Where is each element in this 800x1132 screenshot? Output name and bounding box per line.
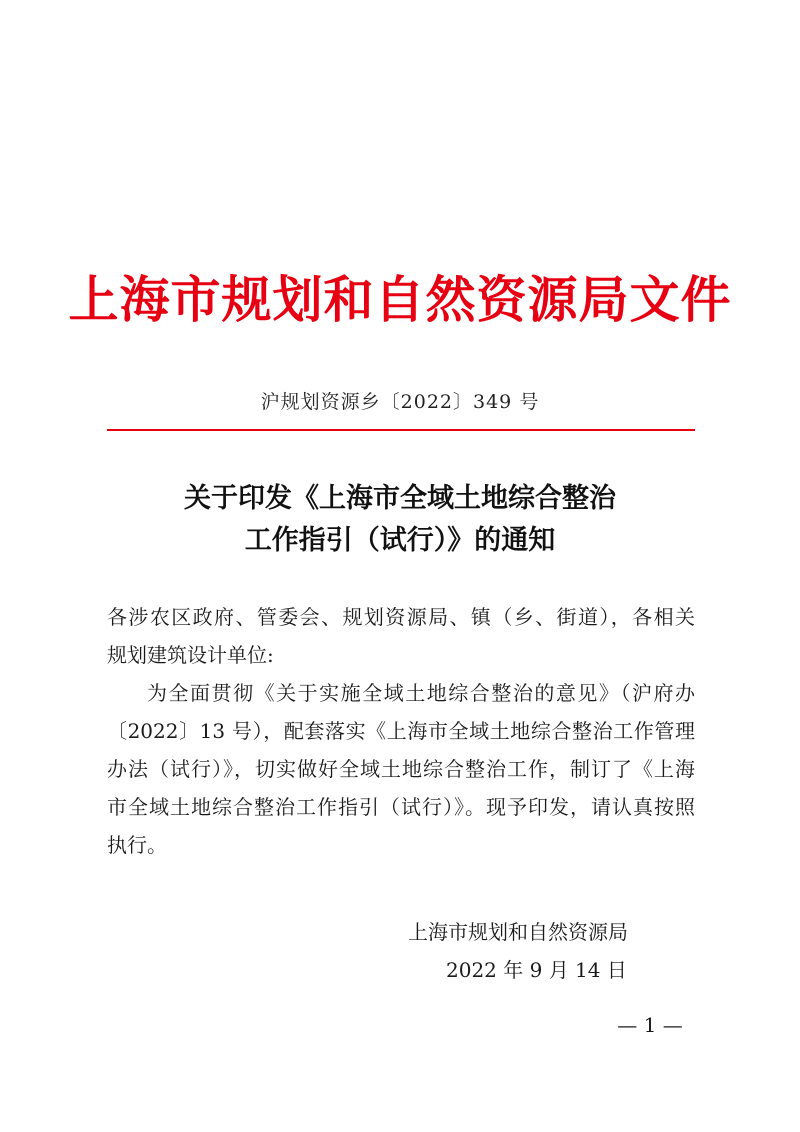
- addressee-line-2: 规划建筑设计单位:: [107, 643, 274, 667]
- signing-date: 2022 年 9 月 14 日: [446, 958, 627, 982]
- body-paragraph-line-4: 市全域土地综合整治工作指引（试行）》。现予印发，请认真按照: [107, 795, 695, 819]
- body-paragraph-line-2: 〔2022〕13 号），配套落实《上海市全域土地综合整治工作管理: [107, 719, 695, 743]
- body-paragraph-line-3: 办法（试行）》，切实做好全域土地综合整治工作，制订了《上海: [107, 757, 695, 781]
- notice-title-line-1: 关于印发《上海市全域土地综合整治: [184, 483, 616, 514]
- notice-title: [0, 478, 800, 562]
- notice-body: [107, 598, 695, 864]
- page-number: — 1 —: [617, 1013, 683, 1037]
- body-paragraph-line-5: 执行。: [107, 833, 167, 857]
- signing-organization: 上海市规划和自然资源局: [408, 920, 628, 944]
- addressee-line-1: 各涉农区政府、管委会、规划资源局、镇（乡、街道），各相关: [107, 605, 695, 629]
- notice-title-line-2: 工作指引（试行）》的通知: [244, 525, 556, 556]
- issuer-header-title: 上海市规划和自然资源局文件: [68, 270, 732, 329]
- red-divider-line: [107, 429, 695, 431]
- body-paragraph-line-1: 为全面贯彻《关于实施全域土地综合整治的意见》（沪府办: [147, 681, 695, 705]
- document-number: 沪规划资源乡〔2022〕349 号: [260, 391, 540, 413]
